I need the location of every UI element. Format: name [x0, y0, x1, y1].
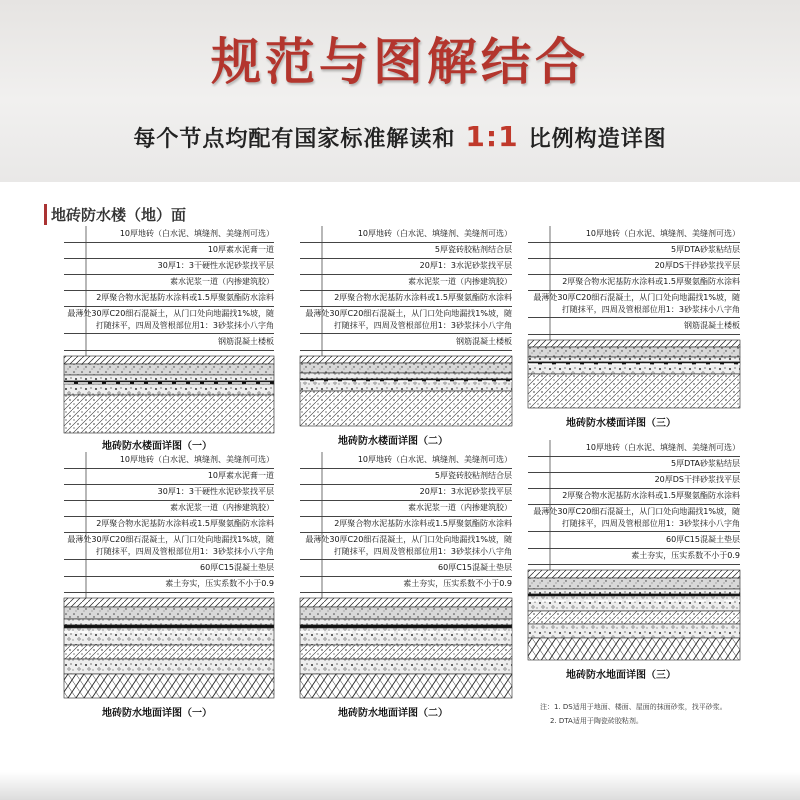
layer-label: 60厚C15混凝土垫层 [528, 532, 740, 549]
subtitle-ratio: 1:1 [465, 120, 519, 153]
layer-label: 2厚聚合物水泥基防水涂料或1.5厚聚氨酯防水涂料 [528, 274, 740, 291]
layer-label: 最薄处30厚C20细石混凝土，从门口处向地漏找1%坡，随打随抹平，四周及管根部位用1：3砂浆抹小八字角 [528, 290, 740, 318]
page-subtitle [0, 120, 800, 153]
detail-caption: 地砖防水楼面详图（二） [338, 436, 448, 447]
detail-caption: 地砖防水地面详图（二） [338, 708, 448, 719]
layer-label: 素土夯实，压实系数不小于0.9 [64, 576, 274, 593]
section-layer [64, 375, 274, 381]
notes [540, 700, 780, 728]
layer-label: 2厚聚合物水泥基防水涂料或1.5厚聚氨酯防水涂料 [300, 290, 512, 307]
detail-caption: 地砖防水地面详图（一） [102, 708, 212, 719]
page-title: 规范与图解结合 [211, 33, 589, 91]
section-layer [300, 373, 512, 379]
layer-label: 最薄处30厚C20细石混凝土，从门口处向地漏找1%坡，随打随抹平，四周及管根部位用1：3砂浆抹小八字角 [528, 504, 740, 532]
section-layer [528, 570, 740, 578]
layer-label: 2厚聚合物水泥基防水涂料或1.5厚聚氨酯防水涂料 [64, 290, 274, 307]
layer-label: 10厚地砖（白水泥、填缝剂、美缝剂可选） [528, 226, 740, 243]
layer-label: 2厚聚合物水泥基防水涂料或1.5厚聚氨酯防水涂料 [528, 488, 740, 505]
section-layer [64, 607, 274, 619]
layer-label: 2厚聚合物水泥基防水涂料或1.5厚聚氨酯防水涂料 [64, 516, 274, 533]
layer-label: 5厚瓷砖胶粘剂结合层 [300, 242, 512, 259]
note-line-2: 2. DTA适用于陶瓷砖胶粘剂。 [550, 717, 643, 725]
section-layer [528, 611, 740, 624]
layer-label: 5厚DTA砂浆粘结层 [528, 242, 740, 259]
layer-label: 20厚1：3水泥砂浆找平层 [300, 484, 512, 501]
layer-label: 素水泥浆一道（内掺建筑胶） [300, 274, 512, 291]
layer-label: 10厚地砖（白水泥、填缝剂、美缝剂可选） [528, 440, 740, 457]
section-layer [528, 374, 740, 408]
layer-label: 最薄处30厚C20细石混凝土，从门口处向地漏找1%坡，随打随抹平，四周及管根部位用1：3砂浆抹小八字角 [64, 532, 274, 560]
layer-label: 10厚素水泥膏一道 [64, 468, 274, 485]
layer-label: 20厚DS干拌砂浆找平层 [528, 258, 740, 275]
layer-label: 素水泥浆一道（内掺建筑胶） [64, 500, 274, 517]
section-layer [528, 638, 740, 660]
layer-label: 钢筋混凝土楼板 [528, 318, 740, 335]
section-layer [64, 364, 274, 375]
layer-label: 20厚1：3水泥砂浆找平层 [300, 258, 512, 275]
section-layer [528, 578, 740, 589]
section-layer [64, 645, 274, 659]
section-title: 地砖防水楼（地）面 [44, 204, 186, 225]
layer-label: 最薄处30厚C20细石混凝土，从门口处向地漏找1%坡，随打随抹平，四周及管根部位用1：3砂浆抹小八字角 [64, 306, 274, 334]
layer-label: 60厚C15混凝土垫层 [64, 560, 274, 577]
layer-label: 10厚素水泥膏一道 [64, 242, 274, 259]
subtitle-text: 每个节点均配有国家标准解读和 [133, 127, 456, 152]
section-layer [300, 619, 512, 625]
section-layer [300, 628, 512, 645]
layer-label: 素土夯实，压实系数不小于0.9 [528, 548, 740, 565]
layer-label: 10厚地砖（白水泥、填缝剂、美缝剂可选） [64, 452, 274, 469]
section-layer [528, 364, 740, 374]
section-layer [300, 363, 512, 373]
section-layer [300, 659, 512, 674]
section-layer [300, 598, 512, 607]
layer-label: 30厚1：3干硬性水泥砂浆找平层 [64, 258, 274, 275]
detail-caption: 地砖防水楼面详图（一） [102, 441, 212, 452]
layer-label: 素土夯实，压实系数不小于0.9 [300, 576, 512, 593]
section-layer [528, 589, 740, 594]
layer-label: 钢筋混凝土楼板 [300, 334, 512, 351]
layer-label: 10厚地砖（白水泥、填缝剂、美缝剂可选） [300, 452, 512, 469]
section-layer [300, 625, 512, 628]
layer-label: 20厚DS干拌砂浆找平层 [528, 472, 740, 489]
layer-label: 10厚地砖（白水泥、填缝剂、美缝剂可选） [300, 226, 512, 243]
section-layer [64, 625, 274, 628]
section-layer [64, 628, 274, 645]
detail-caption: 地砖防水楼面详图（三） [566, 418, 676, 429]
layer-label: 5厚DTA砂浆粘结层 [528, 456, 740, 473]
layer-label: 5厚瓷砖胶粘剂结合层 [300, 468, 512, 485]
section-layer [64, 395, 274, 433]
layer-label: 最薄处30厚C20细石混凝土，从门口处向地漏找1%坡，随打随抹平，四周及管根部位用1：3砂浆抹小八字角 [300, 532, 512, 560]
layer-label: 2厚聚合物水泥基防水涂料或1.5厚聚氨酯防水涂料 [300, 516, 512, 533]
layer-label: 10厚地砖（白水泥、填缝剂、美缝剂可选） [64, 226, 274, 243]
section-layer [64, 598, 274, 607]
section-layer [528, 624, 740, 638]
layer-label: 30厚1：3干硬性水泥砂浆找平层 [64, 484, 274, 501]
section-layer [300, 391, 512, 426]
section-layer [528, 347, 740, 357]
section-layer [64, 356, 274, 364]
section-layer [64, 619, 274, 625]
section-layer [300, 645, 512, 659]
section-layer [300, 356, 512, 363]
section-layer [64, 674, 274, 698]
layer-label: 钢筋混凝土楼板 [64, 334, 274, 351]
layer-label: 60厚C15混凝土垫层 [300, 560, 512, 577]
detail-caption: 地砖防水地面详图（三） [566, 670, 676, 681]
section-layer [300, 674, 512, 698]
section-layer [64, 659, 274, 674]
section-layer [528, 596, 740, 611]
bottom-band [0, 772, 800, 800]
banner-header [0, 0, 800, 182]
section-layer [528, 340, 740, 347]
note-line-1: 注：1. DS适用于地面、楼面、屋面的抹面砂浆，找平砂浆。 [540, 703, 727, 711]
layer-label: 素水泥浆一道（内掺建筑胶） [64, 274, 274, 291]
layer-label: 素水泥浆一道（内掺建筑胶） [300, 500, 512, 517]
subtitle-text-end: 比例构造详图 [528, 127, 667, 152]
section-layer [64, 384, 274, 395]
section-layer [300, 381, 512, 391]
section-layer [300, 607, 512, 619]
section-layer [528, 357, 740, 362]
layer-label: 最薄处30厚C20细石混凝土，从门口处向地漏找1%坡，随打随抹平，四周及管根部位用1：3砂浆抹小八字角 [300, 306, 512, 334]
